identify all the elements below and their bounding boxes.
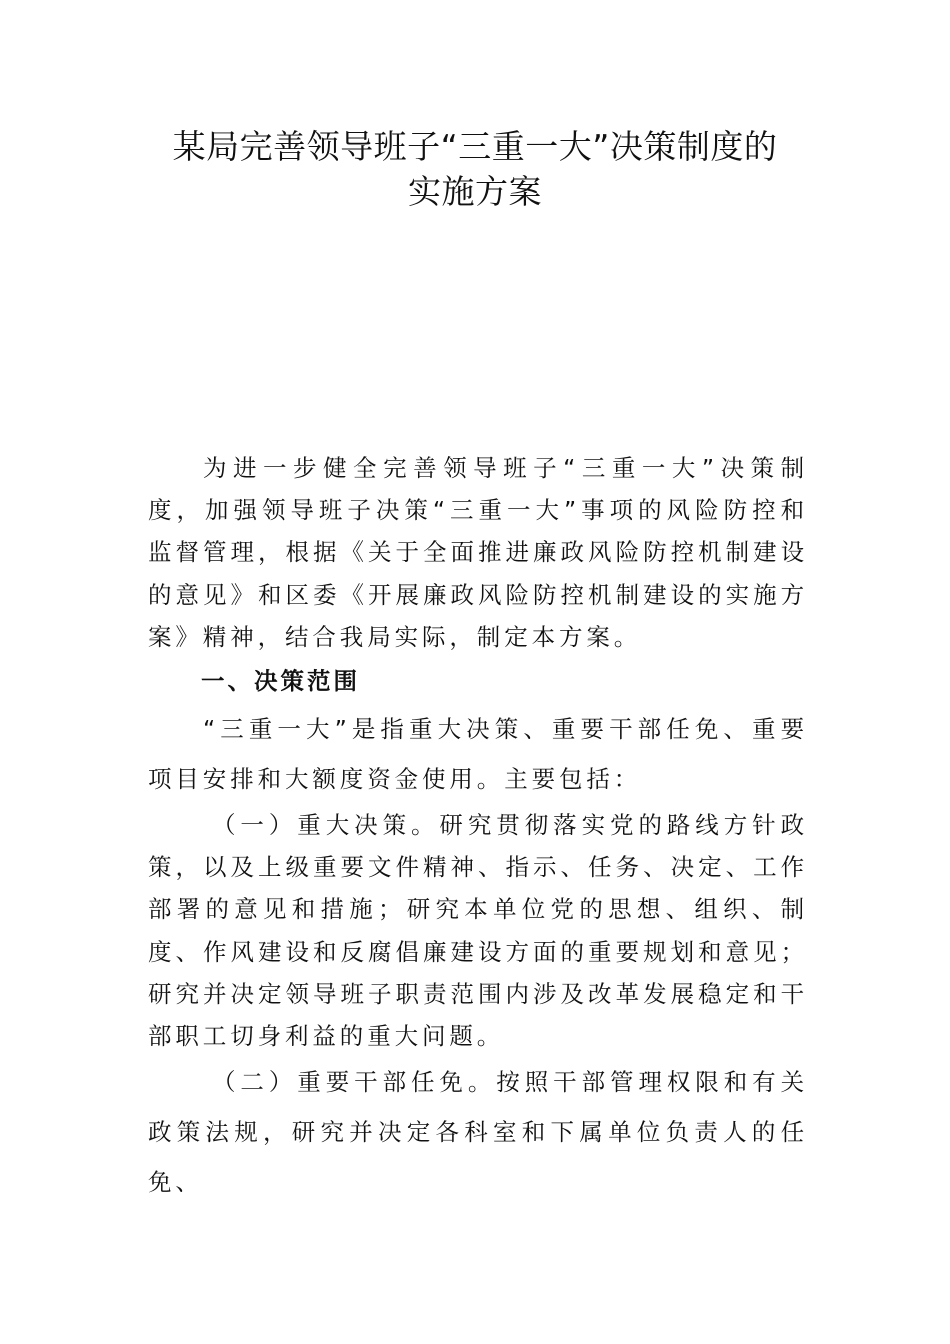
item-1-paragraph: （一）重大决策。研究贯彻落实党的路线方针政策，以及上级重要文件精神、指示、任务、决定、工作部署的意见和措施；研究本单位党的思想、组织、制度、作风建设和反腐倡廉建设方面的重要规划和意见；研究并决定领导班子职责范围内涉及改革发展稳定和干部职工切身利益的重大问题。 [148,811,808,1051]
title-line-2: 实施方案 [408,172,542,211]
section-intro-paragraph: “三重一大”是指重大决策、重要干部任免、重要项目安排和大额度资金使用。主要包括： [148,715,808,794]
section-heading: 一、决策范围 [201,667,360,696]
item-2-paragraph: （二）重要干部任免。按照干部管理权限和有关政策法规，研究并决定各科室和下属单位负责人的任免、 [148,1068,808,1197]
document-title [120,124,830,214]
title-line-1: 某局完善领导班子“三重一大”决策制度的 [172,127,778,166]
document-body [148,447,808,1207]
intro-paragraph: 为进一步健全完善领导班子“三重一大”决策制度，加强领导班子决策“三重一大”事项的风险防控和监督管理，根据《关于全面推进廉政风险防控机制建设的意见》和区委《开展廉政风险防控机制建设的实施方案》精神，结合我局实际，制定本方案。 [148,454,808,651]
